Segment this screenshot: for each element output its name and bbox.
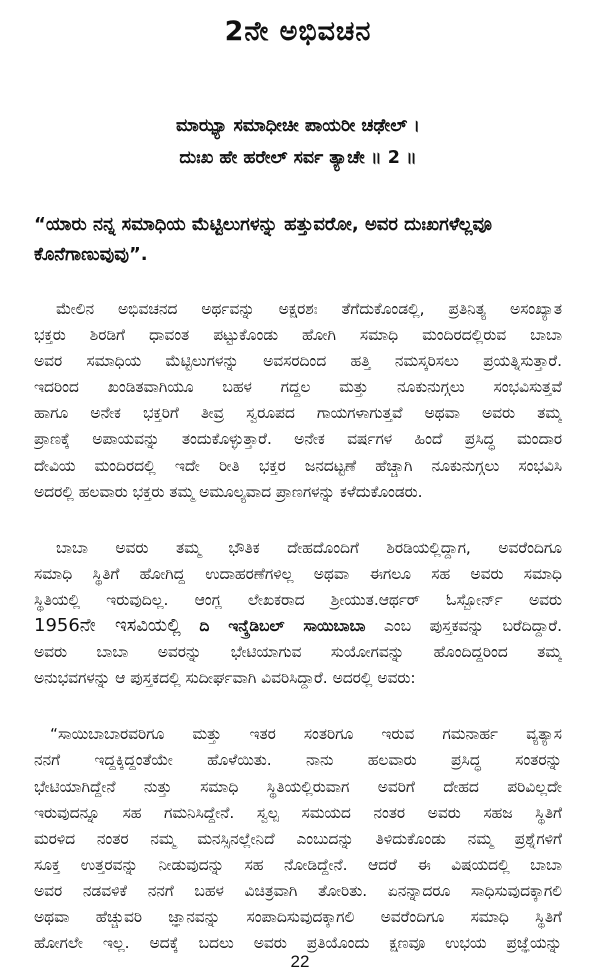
text-line: ಇರುವುದನ್ನೂ ಸಹ ಗಮನಿಸಿದ್ದೇನೆ. ಸ್ವಲ್ಪ ಸಮಯದ ನಂತರ ಅವರು ಸಹಜ ಸ್ಥಿತಿಗೆ xyxy=(34,803,562,822)
text-line: ಅಥವಾ ಹೆಚ್ಚುವರಿ ಜ್ಞಾನವನ್ನು ಸಂಪಾದಿಸುವುದಕ್ಕಾಗಲಿ ಅವರೆಂದಿಗೂ ಸಮಾಧಿ ಸ್ಥಿತಿಗೆ xyxy=(34,907,562,926)
verse-block xyxy=(34,110,562,174)
text-line: ಇದರಿಂದ ಖಂಡಿತವಾಗಿಯೂ ಬಹಳ ಗದ್ದಲ ಮತ್ತು ನೂಕುನುಗ್ಗಲು ಸಂಭವಿಸುತ್ತವೆ xyxy=(34,378,562,397)
paragraph-meaning xyxy=(34,296,562,505)
text-line: ಭೇಟಿಯಾಗಿದ್ದೇನೆ ನುತ್ತು ಸಮಾಧಿ ಸ್ಥಿತಿಯಲ್ಲಿರುವಾಗ ಅವರಿಗೆ ದೇಹದ ಪರಿವಿಲ್ಲದೇ xyxy=(34,777,562,796)
text-line: ಅವರ ಸಮಾಧಿಯ ಮೆಟ್ಟಿಲುಗಳನ್ನು ಅವಸರದಿಂದ ಹತ್ತಿ ನಮಸ್ಕರಿಸಲು ಪ್ರಯತ್ನಿಸುತ್ತಾರೆ. xyxy=(34,352,562,371)
text-line: ಸೂಕ್ತ ಉತ್ತರವನ್ನು ನೀಡುವುದನ್ನು ಸಹ ನೋಡಿದ್ದೇನೆ. ಆದರೆ ಈ ವಿಷಯದಲ್ಲಿ ಬಾಬಾ xyxy=(34,855,562,874)
text-line: ಭಕ್ತರು ಶಿರಡಿಗೆ ಧಾವಂತ ಪಟ್ಟುಕೊಂಡು ಹೋಗಿ ಸಮಾಧಿ ಮಂದಿರದಲ್ಲಿರುವ ಬಾಬಾ xyxy=(34,326,562,345)
text-line-book-mention xyxy=(34,613,562,639)
text-line: ಅವರ ನಡವಳಿಕೆ ನನಗೆ ಬಹಳ ವಿಚಿತ್ರವಾಗಿ ತೋರಿತು. ಏನನ್ನಾದರೂ ಸಾಧಿಸುವುದಕ್ಕಾಗಲಿ xyxy=(34,881,562,900)
text-fragment: ಎಂಬ ಪುಸ್ತಕವನ್ನು ಬರೆದಿದ್ದಾರೆ. xyxy=(383,617,562,636)
chapter-title: 2ನೇ ಅಭಿವಚನ xyxy=(224,16,372,47)
text-line: ಅದರಲ್ಲಿ ಹಲವಾರು ಭಕ್ತರು ತಮ್ಮ ಅಮೂಲ್ಯವಾದ ಪ್ರಾಣಗಳನ್ನು ಕಳೆದುಕೊಂಡರು. xyxy=(34,482,423,501)
text-line: ಹಾಗೂ ಅನೇಕ ಭಕ್ತರಿಗೆ ತೀವ್ರ ಸ್ವರೂಪದ ಗಾಯಗಳಾಗುತ್ತವೆ ಅಥವಾ ಅವರು ತಮ್ಮ xyxy=(34,404,562,423)
paragraph-osborne xyxy=(34,535,562,692)
promise-quote xyxy=(34,210,562,270)
quote-line: “ಯಾರು ನನ್ನ ಸಮಾಧಿಯ ಮೆಟ್ಟಿಲುಗಳನ್ನು ಹತ್ತುವರೋ, ಅವರ ದುಃಖಗಳೆಲ್ಲವೂ xyxy=(34,214,492,235)
page-number: 22 xyxy=(290,952,310,971)
text-line: ಬಾಬಾ ಅವರು ತಮ್ಮ ಭೌತಿಕ ದೇಹದೊಂದಿಗೆ ಶಿರಡಿಯಲ್ಲಿದ್ದಾಗ, ಅವರೆಂದಿಗೂ xyxy=(56,538,562,557)
paragraph-quoted-experience xyxy=(34,721,562,956)
text-line: ಅನುಭವಗಳನ್ನು ಆ ಪುಸ್ತಕದಲ್ಲಿ ಸುದೀರ್ಘವಾಗಿ ವಿವರಿಸಿದ್ದಾರೆ. ಅದರಲ್ಲಿ ಅವರು: xyxy=(34,669,416,688)
text-line: ಸ್ಥಿತಿಯಲ್ಲಿ ಇರುವುದಿಲ್ಲ. ಆಂಗ್ಲ ಲೇಖಕರಾದ ಶ್ರೀಯುತ.ಆರ್ಥರ್ ಓಸ್ಬೋರ್ನ್ ಅವರು xyxy=(34,590,562,609)
text-line: ಮೇಲಿನ ಅಭಿವಚನದ ಅರ್ಥವನ್ನು ಅಕ್ಷರಶಃ ತೆಗೆದುಕೊಂಡಲ್ಲಿ, ಪ್ರತಿನಿತ್ಯ ಅಸಂಖ್ಯಾತ xyxy=(56,300,562,318)
text-line: ಮರಳಿದ ನಂತರ ನಮ್ಮ ಮನಸ್ಸಿನಲ್ಲೇನಿದೆ ಎಂಬುದನ್ನು ತಿಳಿದುಕೊಂಡು ನಮ್ಮ ಪ್ರಶ್ನೆಗಳಿಗೆ xyxy=(34,829,562,848)
text-line: ದೇವಿಯ ಮಂದಿರದಲ್ಲಿ ಇದೇ ರೀತಿ ಭಕ್ತರ ಜನದಟ್ಟಣೆ ಹೆಚ್ಚಾಗಿ ನೂಕುನುಗ್ಗಲು ಸಂಭವಿಸಿ xyxy=(34,456,562,475)
year-text: 1956ನೇ ಇಸವಿಯಲ್ಲಿ xyxy=(34,615,181,637)
verse-line: ಮಾಝ್ಯಾ ಸಮಾಧೀಚೀ ಪಾಯರೀ ಚಢೇಲ್ । xyxy=(176,116,420,136)
text-line: ಪ್ರಾಣಕ್ಕೆ ಅಪಾಯವನ್ನು ತಂದುಕೊಳ್ಳುತ್ತಾರೆ. ಅನೇಕ ವರ್ಷಗಳ ಹಿಂದೆ ಪ್ರಸಿದ್ಧ ಮಂದಾರ xyxy=(34,430,562,449)
text-line: ಅವರು ಬಾಬಾ ಅವರನ್ನು ಭೇಟಿಯಾಗುವ ಸುಯೋಗವನ್ನು ಹೊಂದಿದ್ದರಿಂದ ತಮ್ಮ xyxy=(34,643,562,662)
quote-line: ಕೊನೆಗಾಣುವುವು”. xyxy=(34,244,148,265)
text-line: ನನಗೆ ಇದ್ದಕ್ಕಿದ್ದಂತೆಯೇ ಹೊಳೆಯಿತು. ನಾನು ಹಲವಾರು ಪ್ರಸಿದ್ಧ ಸಂತರನ್ನು xyxy=(34,751,562,770)
book-title: ದಿ ಇನ್ಕ್ರೆಡಿಬಲ್ ಸಾಯಿಬಾಬಾ xyxy=(199,617,366,636)
verse-line: ದುಃಖ ಹೇ ಹರೇಲ್ ಸರ್ವ ತ್ಯಾಚೇ ॥ 2 ॥ xyxy=(179,148,417,168)
text-line: ಸಮಾಧಿ ಸ್ಥಿತಿಗೆ ಹೋಗಿದ್ದ ಉದಾಹರಣೆಗಳಿಲ್ಲ ಅಥವಾ ಈಗಲೂ ಸಹ ಅವರು ಸಮಾಧಿ xyxy=(34,564,562,583)
text-line: ಹೋಗಲೇ ಇಲ್ಲ. ಅದಕ್ಕೆ ಬದಲು ಅವರು ಪ್ರತಿಯೊಂದು ಕ್ಷಣವೂ ಉಭಯ ಪ್ರಜ್ಞೆಯನ್ನು xyxy=(34,934,562,953)
text-line: “ಸಾಯಿಬಾಬಾರವರಿಗೂ ಮತ್ತು ಇತರ ಸಂತರಿಗೂ ಇರುವ ಗಮನಾರ್ಹ ವ್ಯತ್ಯಾಸ xyxy=(50,725,562,744)
